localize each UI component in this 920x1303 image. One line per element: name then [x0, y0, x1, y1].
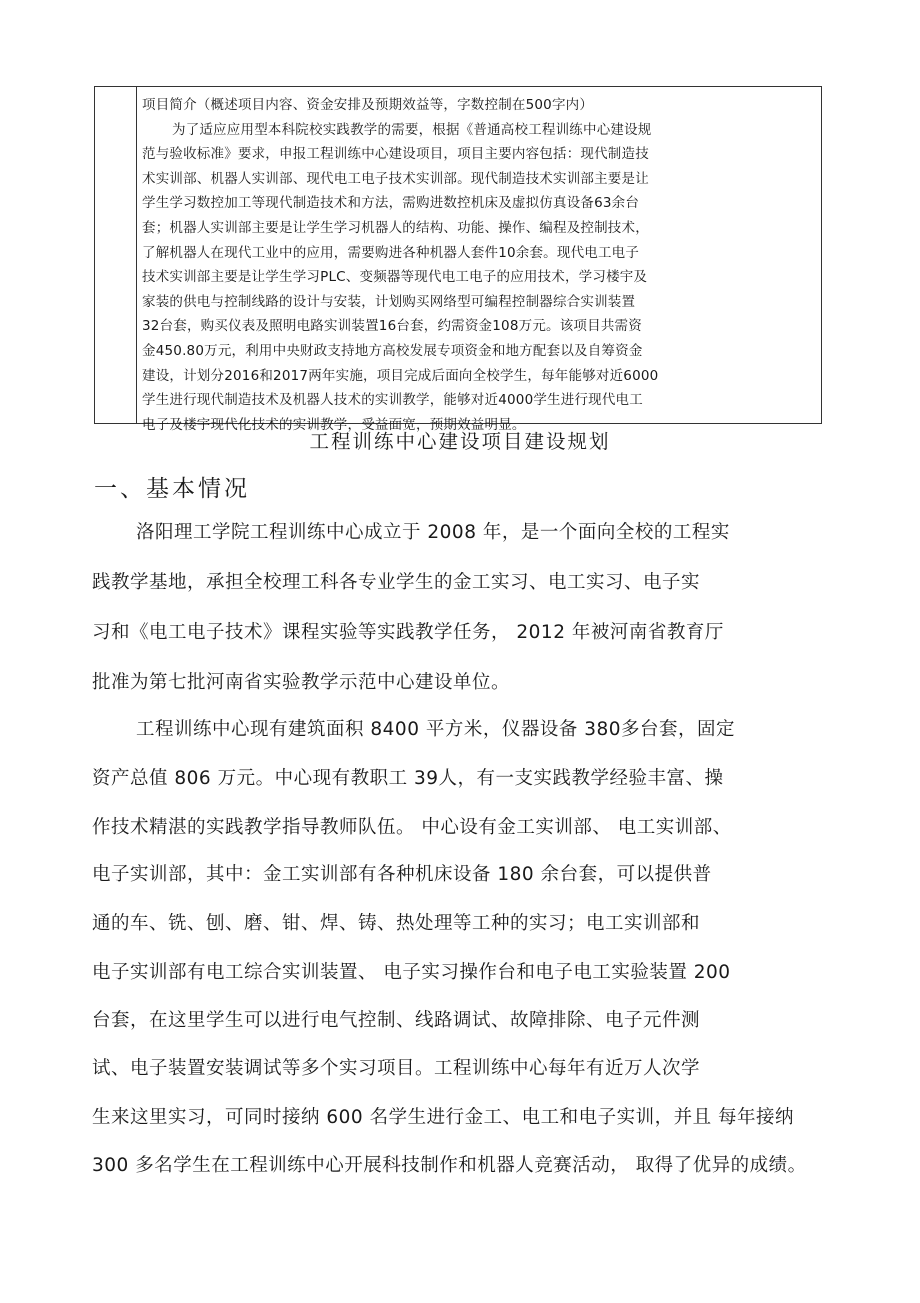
summary-label-cell: [95, 87, 137, 423]
summary-line: 套；机器人实训部主要是让学生学习机器人的结构、功能、操作、编程及控制技术，: [142, 219, 649, 236]
summary-line: 建设，计划分2016和2017两年实施，项目完成后面向全校学生，每年能够对近6000: [142, 367, 659, 384]
paragraph-line: 通的车、铣、刨、磨、钳、焊、铸、热处理等工种的实习；电工实训部和: [92, 913, 701, 934]
summary-content-cell: [142, 93, 812, 437]
paragraph-line: 300 多名学生在工程训练中心开展科技制作和机器人竞赛活动， 取得了优异的成绩。: [92, 1155, 807, 1176]
summary-line: 电子及楼宇现代化技术的实训教学，受益面宽，预期效益明显。: [142, 416, 526, 433]
summary-line: 范与验收标准》要求，申报工程训练中心建设项目，项目主要内容包括：现代制造技: [142, 146, 649, 163]
summary-line: 技术实训部主要是让学生学习PLC、变频器等现代电工电子的应用技术，学习楼宇及: [142, 269, 648, 286]
summary-line: 32台套，购买仪表及照明电路实训装置16台套，约需资金108万元。该项目共需资: [142, 318, 642, 335]
paragraph-line: 作技术精湛的实践教学指导教师队伍。 中心设有金工实训部、 电工实训部、: [92, 817, 732, 838]
document-title: 工程训练中心建设项目建设规划: [309, 430, 611, 453]
summary-line: 学生进行现代制造技术及机器人技术的实训教学，能够对近4000学生进行现代电工: [142, 392, 643, 409]
paragraph-line: 资产总值 806 万元。中心现有教职工 39人，有一支实践教学经验丰富、操: [92, 768, 724, 789]
paragraph-line: 生来这里实习，可同时接纳 600 名学生进行金工、电工和电子实训，并且 每年接纳: [92, 1107, 794, 1128]
paragraph-line: 洛阳理工学院工程训练中心成立于 2008 年，是一个面向全校的工程实: [136, 522, 730, 543]
summary-heading: 项目简介（概述项目内容、资金安排及预期效益等，字数控制在500字内）: [142, 97, 594, 113]
paragraph-line: 习和《电工电子技术》课程实验等实践教学任务， 2012 年被河南省教育厅: [92, 622, 724, 643]
summary-line: 为了适应应用型本科院校实践教学的需要，根据《普通高校工程训练中心建设规: [172, 121, 652, 138]
paragraph-line: 践教学基地，承担全校理工科各专业学生的金工实习、电工实习、电子实: [92, 572, 701, 593]
paragraph-line: 电子实训部，其中：金工实训部有各种机床设备 180 余台套，可以提供普: [92, 864, 712, 885]
paragraph-line: 台套，在这里学生可以进行电气控制、线路调试、故障排除、电子元件测: [92, 1010, 701, 1031]
project-summary-table: [94, 86, 822, 433]
summary-line: 家装的供电与控制线路的设计与安装，计划购买网络型可编程控制器综合实训装置: [142, 293, 636, 310]
section-heading: 一、基本情况: [94, 476, 250, 502]
summary-line: 术实训部、机器人实训部、现代电工电子技术实训部。现代制造技术实训部主要是让: [142, 170, 649, 187]
summary-line: 金450.80万元，利用中央财政支持地方高校发展专项资金和地方配套以及自筹资金: [142, 342, 643, 359]
paragraph-line: 试、电子装置安装调试等多个实习项目。工程训练中心每年有近万人次学: [92, 1058, 701, 1079]
paragraph-line: 批准为第七批河南省实验教学示范中心建设单位。: [92, 672, 511, 693]
summary-line: 了解机器人在现代工业中的应用，需要购进各种机器人套件10余套。现代电工电子: [142, 244, 640, 261]
paragraph-line: 工程训练中心现有建筑面积 8400 平方米，仪器设备 380多台套，固定: [136, 719, 736, 740]
summary-line: 学生学习数控加工等现代制造技术和方法，需购进数控机床及虚拟仿真设备63余台: [142, 195, 640, 212]
paragraph-line: 电子实训部有电工综合实训装置、 电子实习操作台和电子电工实验装置 200: [92, 962, 731, 983]
